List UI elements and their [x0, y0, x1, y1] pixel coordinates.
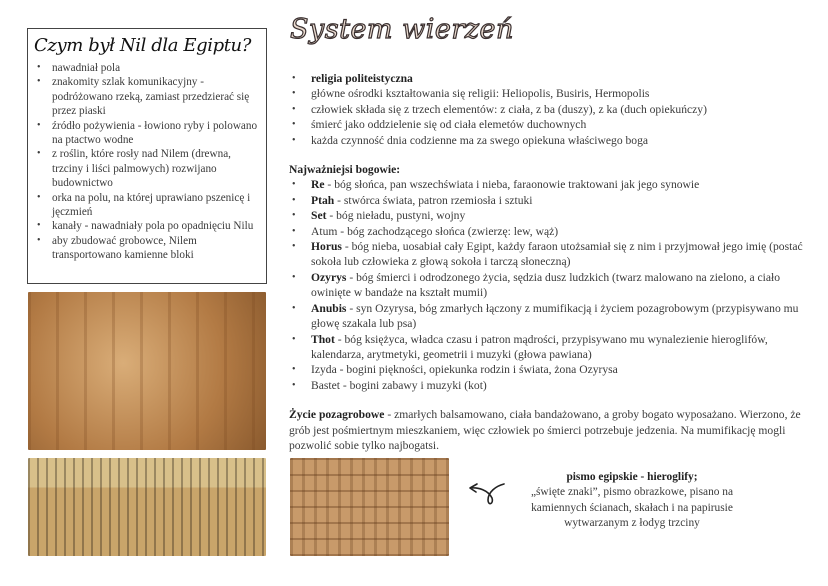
writing-text: „święte znaki”, pismo obrazkowe, pisano na kamiennych ścianach, skałach i na papirusie wytwarzanym z łodyg trzciny — [530, 486, 734, 530]
list-item: • aby zbudować grobowce, Nilem transportowano kamienne bloki — [34, 234, 260, 263]
god-item: • Horus - bóg nieba, uosabiał cały Egipt, każdy faraon utożsamiał się z nim i przyjmował jego imię (postać sokoła lub człowieka z głową sokoła i tarczą słoneczną) — [289, 239, 809, 270]
list-item: • każda czynność dnia codzienne ma za swego opiekuna właściwego boga — [289, 133, 809, 148]
god-item: • Bastet - bogini zabawy i muzyki (kot) — [289, 378, 809, 393]
afterlife-paragraph: Życie pozagrobowe - zmarłych balsamowano, ciała bandażowano, a groby bogato wyposażano. Wierzono, że grób jest pośmiertnym mieszkaniem, więc człowiek po śmierci potrzebuje jedzenia. Na mumifikację mogli pozwolić sobie tylko najbogatsi. — [289, 408, 801, 452]
list-item: • śmierć jako oddzielenie się od ciała elemetów duchownych — [289, 117, 809, 132]
list-item: • źródło pożywienia - łowiono ryby i polowano na ptactwo wodne — [34, 119, 260, 148]
list-item: • nawadniał pola — [34, 61, 260, 75]
list-item: • orka na polu, na której uprawiano pszenicę i jęczmień — [34, 191, 260, 220]
writing-caption — [512, 470, 752, 532]
gods-heading: Najważniejsi bogowie: — [289, 163, 401, 177]
god-item: • Set - bóg nieładu, pustyni, wojny — [289, 208, 809, 223]
god-item: • Izyda - bogini piękności, opiekunka rodzin i świata, żona Ozyrysa — [289, 362, 809, 377]
list-item: • kanały - nawadniały pola po opadnięciu Nilu — [34, 219, 260, 233]
curly-arrow-icon — [468, 478, 508, 508]
list-item: • człowiek składa się z trzech elementów: z ciała, z ba (duszy), z ka (duch opiekuńczy) — [289, 102, 809, 117]
writing-title: pismo egipskie - hieroglify; — [566, 471, 698, 483]
list-item: • znakomity szlak komunikacyjny - podróżowano rzeką, zamiast przedzierać się przez piaski — [34, 75, 260, 118]
papyrus-painting-image — [28, 458, 266, 556]
hieroglyphs-image — [290, 458, 449, 556]
god-item: • Anubis - syn Ozyrysa, bóg zmarłych łączony z mumifikacją i życiem pozagrobowym (przypisywano mu głowę szakala lub psa) — [289, 301, 809, 332]
god-item: • Re - bóg słońca, pan wszechświata i nieba, faraonowie traktowani jak jego synowie — [289, 177, 809, 192]
nile-box-title: Czym był Nil dla Egiptu? — [34, 35, 251, 56]
beliefs-title: System wierzeń — [290, 14, 514, 45]
nile-list — [34, 61, 260, 263]
list-item: • religia politeistyczna — [289, 71, 809, 86]
god-item: • Atum - bóg zachodzącego słońca (zwierzę: lew, wąż) — [289, 224, 809, 239]
list-item: • z roślin, które rosły nad Nilem (drewna, trzciny i liści palmowych) rozwijano budownictwo — [34, 147, 260, 190]
nile-box — [27, 28, 267, 284]
gods-list — [289, 177, 809, 393]
list-item: • główne ośrodki kształtowania się religii: Heliopolis, Busiris, Hermopolis — [289, 86, 809, 101]
god-item: • Ozyrys - bóg śmierci i odrodzonego życia, sędzia dusz ludzkich (twarz malowano na zielono, a ciało owinięte w bandaże na kształt mumii) — [289, 270, 809, 301]
beliefs-section — [289, 71, 809, 453]
egyptian-relief-image — [28, 292, 266, 450]
god-item: • Ptah - stwórca świata, patron rzemiosła i sztuki — [289, 193, 809, 208]
god-item: • Thot - bóg księżyca, władca czasu i patron mądrości, przypisywano mu wynalezienie hieroglifów, kalendarza, arytmetyki, geometrii i muzyki (głowa pawiana) — [289, 332, 809, 363]
